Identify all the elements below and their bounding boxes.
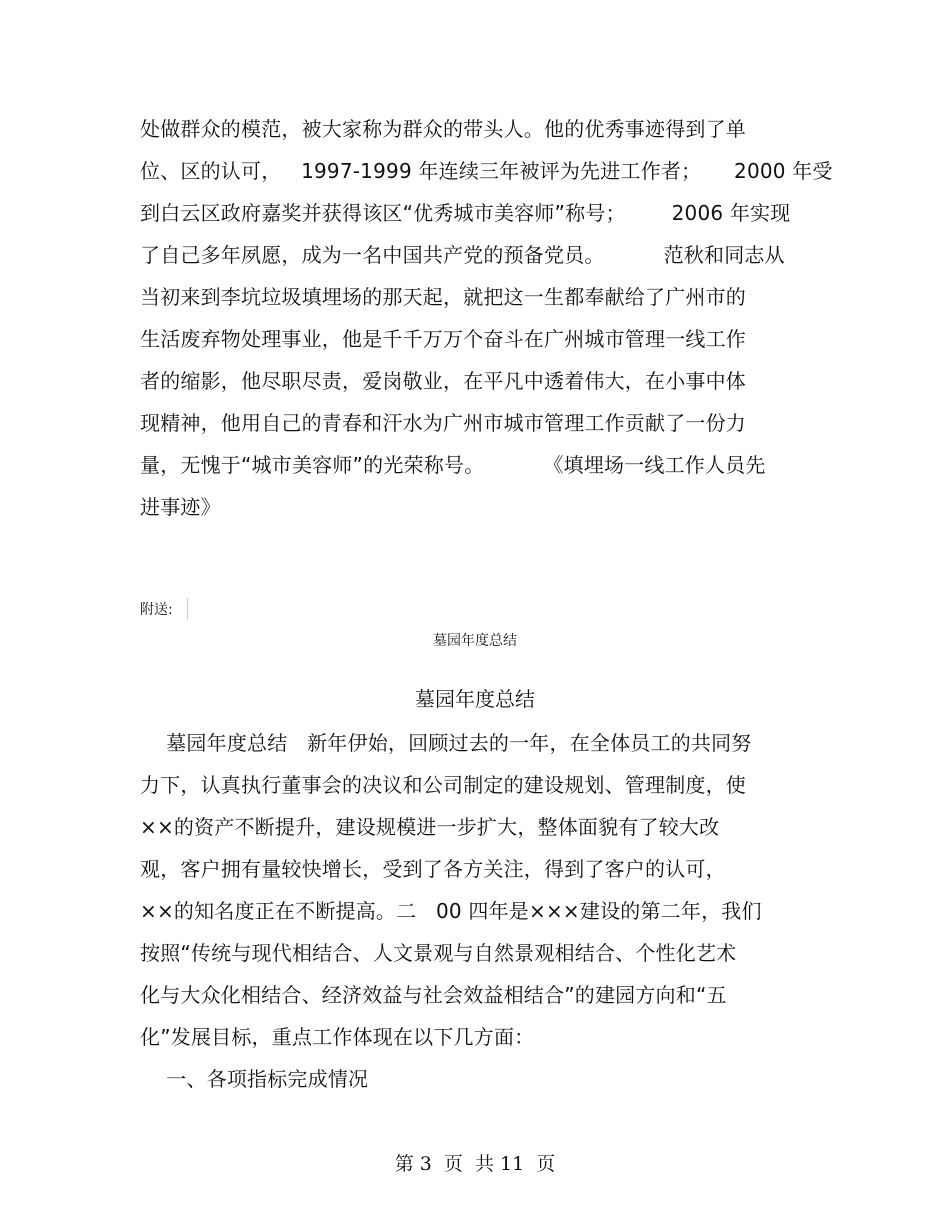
paragraph-line: 者的缩影，他尽职尽责，爱岗敬业，在平凡中透着伟大，在小事中体	[140, 369, 746, 393]
paragraph-line: ××的资产不断提升，建设规模进一步扩大，整体面貌有了较大改	[140, 815, 720, 839]
paragraph-line: 当初来到李坑垃圾填埋场的那天起，就把这一生都奉献给了广州市的	[140, 285, 746, 309]
paragraph-line: 化与大众化相结合、经济效益与社会效益相结合”的建园方向和“五	[140, 983, 727, 1007]
paragraph-line: ××的知名度正在不断提高。二 00 四年是×××建设的第二年，我们	[140, 899, 762, 923]
paragraph-line: 进事迹》	[140, 495, 221, 519]
attachment-label: 附送:	[140, 602, 173, 618]
text-cursor-divider	[187, 598, 188, 620]
paragraph-line: 处做群众的模范，被大家称为群众的带头人。他的优秀事迹得到了单	[140, 117, 746, 141]
paragraph-line: 现精神，他用自己的青春和汗水为广州市城市管理工作贡献了一份力	[140, 411, 746, 435]
paragraph-line: 观，客户拥有量较快增长，受到了各方关注，得到了客户的认可，	[140, 857, 726, 881]
paragraph-line: 位、区的认可， 1997-1999 年连续三年被评为先进工作者； 2000 年受	[140, 159, 833, 183]
paragraph-line: 生活废弃物处理事业，他是千千万万个奋斗在广州城市管理一线工作	[140, 327, 746, 351]
paragraph-line: 按照“传统与现代相结合、人文景观与自然景观相结合、个性化艺术	[140, 941, 737, 965]
paragraph-line: 到白云区政府嘉奖并获得该区“优秀城市美容师”称号； 2006 年实现	[140, 201, 791, 225]
paragraph-line: 力下，认真执行董事会的决议和公司制定的建设规划、管理制度，使	[140, 773, 746, 797]
page-number-footer: 第 3 页 共 11 页	[394, 1153, 556, 1175]
paragraph-line: 墓园年度总结 新年伊始，回顾过去的一年，在全体员工的共同努	[140, 731, 752, 755]
section-heading: 一、各项指标完成情况	[140, 1067, 369, 1091]
small-heading: 墓园年度总结	[433, 633, 517, 649]
paragraph-line: 了自己多年夙愿，成为一名中国共产党的预备党员。 范秋和同志从	[140, 243, 785, 267]
paragraph-line: 量，无愧于“城市美容师”的光荣称号。 《填埋场一线工作人员先	[140, 453, 766, 477]
document-title: 墓园年度总结	[415, 687, 535, 711]
paragraph-line: 化”发展目标，重点工作体现在以下几方面：	[140, 1025, 535, 1049]
